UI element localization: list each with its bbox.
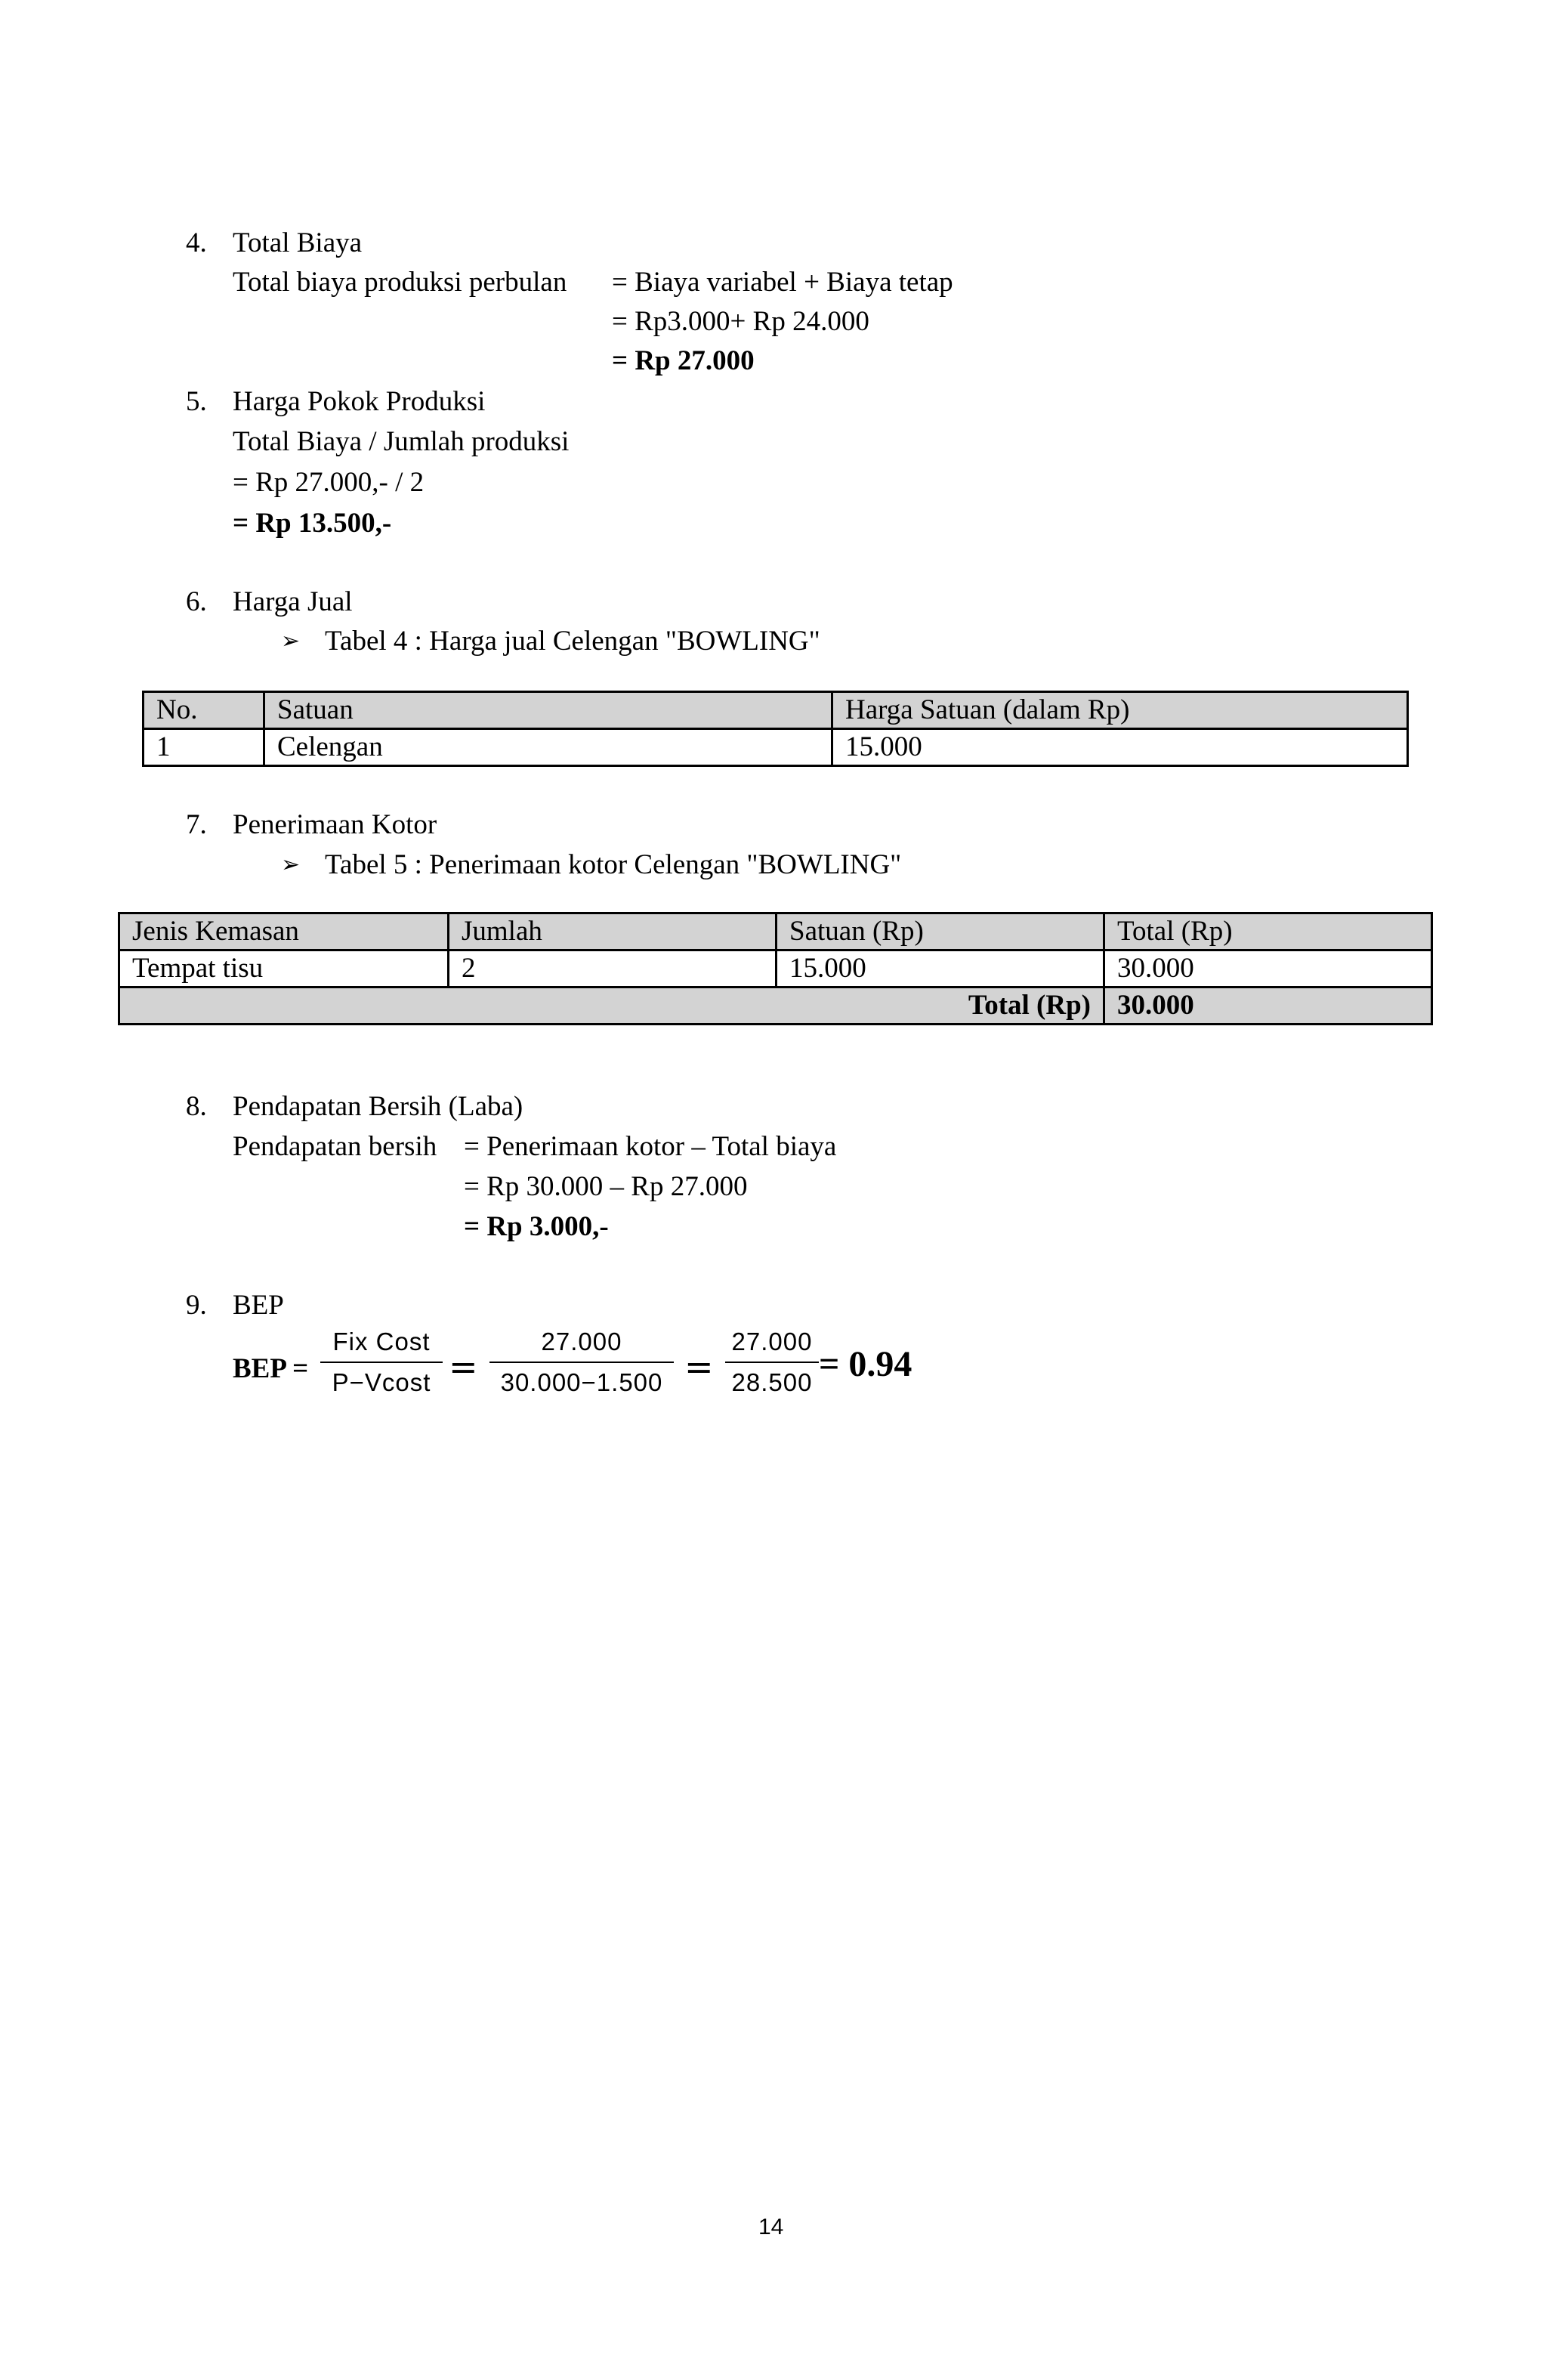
table-4-header-harga: Harga Satuan (dalam Rp) bbox=[832, 692, 1408, 729]
arrow-bullet-icon: ➢ bbox=[281, 852, 301, 877]
item-4-line2: = Rp3.000+ Rp 24.000 bbox=[612, 306, 869, 337]
item-8-line1-value: = Penerimaan kotor – Total biaya bbox=[464, 1131, 837, 1162]
bep-fraction-2-denominator: 30.000−1.500 bbox=[500, 1368, 663, 1396]
bep-fraction-2-numerator: 27.000 bbox=[541, 1328, 622, 1355]
bep-fraction-1 bbox=[320, 1327, 443, 1398]
item-5-line3: = Rp 13.500,- bbox=[233, 508, 392, 539]
item-7-number: 7. bbox=[186, 809, 207, 840]
bep-label: BEP = bbox=[233, 1353, 309, 1384]
table-4-header-no: No. bbox=[144, 692, 264, 729]
table-5-header-row bbox=[119, 913, 1432, 950]
bep-fraction-3-numerator: 27.000 bbox=[731, 1328, 813, 1355]
equals-sign: = bbox=[684, 1346, 714, 1387]
item-8-line3: = Rp 3.000,- bbox=[464, 1211, 609, 1242]
item-5-line1: Total Biaya / Jumlah produksi bbox=[233, 426, 570, 457]
table-row bbox=[119, 950, 1432, 988]
table-4-header-row bbox=[144, 692, 1408, 729]
item-8-number: 8. bbox=[186, 1091, 207, 1122]
table-5-total-value: 30.000 bbox=[1104, 988, 1432, 1025]
table-5 bbox=[118, 912, 1433, 1025]
table-5-header-total: Total (Rp) bbox=[1104, 913, 1432, 950]
item-5-number: 5. bbox=[186, 386, 207, 417]
item-7-title: Penerimaan Kotor bbox=[233, 809, 437, 840]
table-4 bbox=[142, 691, 1409, 767]
table-4-caption: Tabel 4 : Harga jual Celengan "BOWLING" bbox=[325, 626, 820, 657]
table-5-header-jenis: Jenis Kemasan bbox=[119, 913, 449, 950]
page-number: 14 bbox=[758, 2215, 784, 2239]
item-5-title: Harga Pokok Produksi bbox=[233, 386, 486, 417]
table-4-header-satuan: Satuan bbox=[264, 692, 832, 729]
item-6-title: Harga Jual bbox=[233, 586, 353, 617]
bep-fraction-1-numerator: Fix Cost bbox=[332, 1328, 431, 1355]
equals-sign: = bbox=[449, 1346, 478, 1387]
item-4-line1-value: = Biaya variabel + Biaya tetap bbox=[612, 267, 953, 298]
bep-fraction-1-denominator: P−Vcost bbox=[332, 1368, 431, 1396]
table-5-header-jumlah: Jumlah bbox=[449, 913, 777, 950]
item-9-title: BEP bbox=[233, 1290, 284, 1321]
fraction-bar bbox=[320, 1362, 443, 1363]
item-6-number: 6. bbox=[186, 586, 207, 617]
bep-result: = 0.94 bbox=[819, 1344, 912, 1384]
table-4-cell-satuan: Celengan bbox=[264, 729, 832, 766]
table-4-cell-no: 1 bbox=[144, 729, 264, 766]
arrow-bullet-icon: ➢ bbox=[281, 629, 301, 654]
table-5-cell-jumlah: 2 bbox=[449, 950, 777, 988]
bep-fraction-2 bbox=[489, 1327, 674, 1398]
bep-fraction-3 bbox=[725, 1327, 819, 1398]
table-5-cell-satuan: 15.000 bbox=[777, 950, 1104, 988]
item-5-line2: = Rp 27.000,- / 2 bbox=[233, 467, 425, 498]
table-5-total-row bbox=[119, 988, 1432, 1025]
table-5-caption: Tabel 5 : Penerimaan kotor Celengan "BOWLING" bbox=[325, 849, 902, 880]
table-4-cell-harga: 15.000 bbox=[832, 729, 1408, 766]
bep-fraction-3-denominator: 28.500 bbox=[731, 1368, 813, 1396]
table-row bbox=[144, 729, 1408, 766]
item-9-number: 9. bbox=[186, 1290, 207, 1321]
item-4-line1-label: Total biaya produksi perbulan bbox=[233, 267, 567, 298]
table-5-total-label: Total (Rp) bbox=[119, 988, 1104, 1025]
item-4-title: Total Biaya bbox=[233, 227, 363, 258]
item-8-title: Pendapatan Bersih (Laba) bbox=[233, 1091, 523, 1122]
item-8-line2: = Rp 30.000 – Rp 27.000 bbox=[464, 1171, 748, 1202]
table-5-header-satuan: Satuan (Rp) bbox=[777, 913, 1104, 950]
fraction-bar bbox=[725, 1362, 819, 1363]
item-4-line3: = Rp 27.000 bbox=[612, 345, 755, 376]
table-5-cell-jenis: Tempat tisu bbox=[119, 950, 449, 988]
table-5-cell-total: 30.000 bbox=[1104, 950, 1432, 988]
item-8-line1-label: Pendapatan bersih bbox=[233, 1131, 437, 1162]
item-4-number: 4. bbox=[186, 227, 207, 258]
fraction-bar bbox=[489, 1362, 674, 1363]
